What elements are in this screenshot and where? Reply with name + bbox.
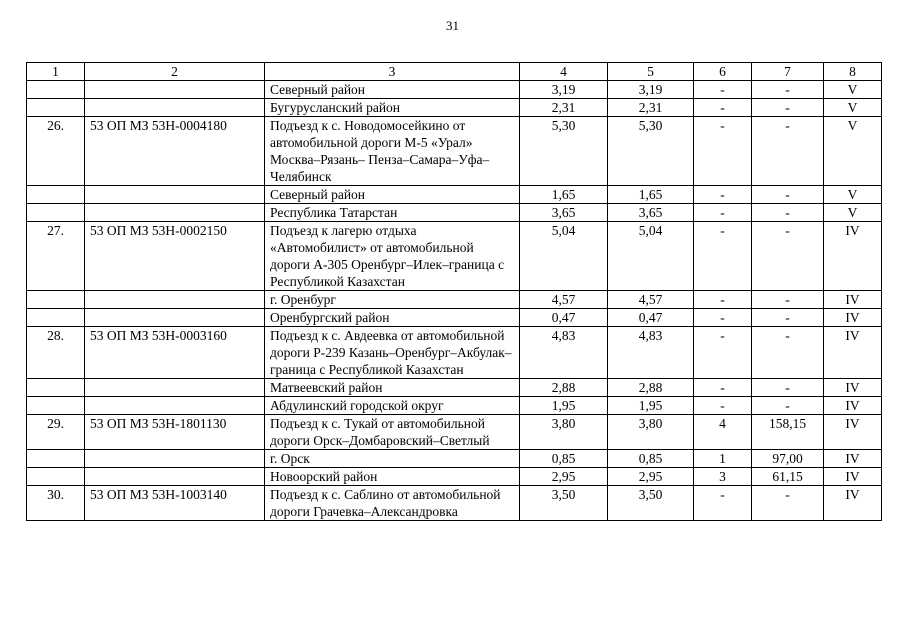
road-id	[85, 309, 265, 327]
length-value: 2,31	[608, 99, 694, 117]
row-number	[27, 468, 85, 486]
table-row	[27, 327, 882, 379]
table-row	[27, 117, 882, 186]
length-value: 3,50	[608, 486, 694, 521]
length-value: 1,95	[520, 397, 608, 415]
road-id	[85, 99, 265, 117]
bridge-length-value: -	[752, 379, 824, 397]
road-id: 53 ОП МЗ 53Н-1003140	[85, 486, 265, 521]
table-row	[27, 222, 882, 291]
table-row	[27, 397, 882, 415]
road-id	[85, 186, 265, 204]
bridge-length-value: 158,15	[752, 415, 824, 450]
road-category: IV	[824, 468, 882, 486]
row-number	[27, 450, 85, 468]
road-category: IV	[824, 379, 882, 397]
road-category: V	[824, 81, 882, 99]
road-name: г. Оренбург	[265, 291, 520, 309]
road-category: IV	[824, 222, 882, 291]
road-name: Подъезд к с. Саблино от автомобильной дороги Грачевка–Александровка	[265, 486, 520, 521]
column-header: 7	[752, 63, 824, 81]
count-value: -	[694, 81, 752, 99]
length-value: 3,80	[608, 415, 694, 450]
road-id	[85, 204, 265, 222]
road-name: Бугурусланский район	[265, 99, 520, 117]
road-name: Северный район	[265, 186, 520, 204]
row-number	[27, 81, 85, 99]
bridge-length-value: -	[752, 291, 824, 309]
count-value: -	[694, 309, 752, 327]
bridge-length-value: -	[752, 327, 824, 379]
table-row	[27, 291, 882, 309]
road-category: IV	[824, 486, 882, 521]
length-value: 0,85	[608, 450, 694, 468]
bridge-length-value: 61,15	[752, 468, 824, 486]
column-header: 4	[520, 63, 608, 81]
road-name: Северный район	[265, 81, 520, 99]
length-value: 2,95	[520, 468, 608, 486]
road-name: Абдулинский городской округ	[265, 397, 520, 415]
length-value: 0,47	[608, 309, 694, 327]
road-name: Подъезд к с. Авдеевка от автомобильной дороги Р-239 Казань–Оренбург–Акбулак–граница с Республикой Казахстан	[265, 327, 520, 379]
bridge-length-value: 97,00	[752, 450, 824, 468]
count-value: -	[694, 186, 752, 204]
row-number	[27, 99, 85, 117]
length-value: 2,88	[520, 379, 608, 397]
road-category: IV	[824, 327, 882, 379]
length-value: 5,30	[520, 117, 608, 186]
bridge-length-value: -	[752, 309, 824, 327]
length-value: 2,95	[608, 468, 694, 486]
road-category: IV	[824, 397, 882, 415]
bridge-length-value: -	[752, 397, 824, 415]
column-header: 3	[265, 63, 520, 81]
row-number	[27, 291, 85, 309]
row-number: 26.	[27, 117, 85, 186]
row-number: 27.	[27, 222, 85, 291]
length-value: 3,80	[520, 415, 608, 450]
bridge-length-value: -	[752, 117, 824, 186]
length-value: 5,04	[520, 222, 608, 291]
length-value: 0,47	[520, 309, 608, 327]
count-value: -	[694, 291, 752, 309]
length-value: 1,65	[520, 186, 608, 204]
column-header: 2	[85, 63, 265, 81]
length-value: 3,50	[520, 486, 608, 521]
count-value: 3	[694, 468, 752, 486]
road-name: Подъезд к с. Новодомосейкино от автомобильной дороги М-5 «Урал» Москва–Рязань– Пенза–Самара–Уфа–Челябинск	[265, 117, 520, 186]
count-value: -	[694, 397, 752, 415]
road-id	[85, 397, 265, 415]
column-header: 5	[608, 63, 694, 81]
length-value: 2,88	[608, 379, 694, 397]
length-value: 1,95	[608, 397, 694, 415]
road-category: V	[824, 117, 882, 186]
road-id	[85, 379, 265, 397]
road-category: V	[824, 186, 882, 204]
length-value: 4,57	[608, 291, 694, 309]
road-id: 53 ОП МЗ 53Н-0003160	[85, 327, 265, 379]
table-row	[27, 379, 882, 397]
bridge-length-value: -	[752, 186, 824, 204]
road-category: IV	[824, 291, 882, 309]
length-value: 3,19	[608, 81, 694, 99]
table-row	[27, 450, 882, 468]
road-name: г. Орск	[265, 450, 520, 468]
table-row	[27, 415, 882, 450]
bridge-length-value: -	[752, 222, 824, 291]
row-number: 28.	[27, 327, 85, 379]
road-id: 53 ОП МЗ 53Н-0002150	[85, 222, 265, 291]
table-body	[27, 63, 882, 521]
bridge-length-value: -	[752, 81, 824, 99]
count-value: -	[694, 379, 752, 397]
count-value: -	[694, 486, 752, 521]
row-number: 29.	[27, 415, 85, 450]
road-id	[85, 468, 265, 486]
bridge-length-value: -	[752, 204, 824, 222]
road-id: 53 ОП МЗ 53Н-0004180	[85, 117, 265, 186]
table-row	[27, 468, 882, 486]
row-number	[27, 186, 85, 204]
road-name: Республика Татарстан	[265, 204, 520, 222]
road-name: Подъезд к лагерю отдыха «Автомобилист» от автомобильной дороги А-305 Оренбург–Илек–граница с Республикой Казахстан	[265, 222, 520, 291]
length-value: 3,65	[608, 204, 694, 222]
road-id	[85, 450, 265, 468]
bridge-length-value: -	[752, 486, 824, 521]
row-number	[27, 379, 85, 397]
count-value: -	[694, 222, 752, 291]
road-category: V	[824, 99, 882, 117]
row-number: 30.	[27, 486, 85, 521]
road-registry-table	[26, 62, 882, 521]
bridge-length-value: -	[752, 99, 824, 117]
length-value: 4,57	[520, 291, 608, 309]
road-name: Новоорский район	[265, 468, 520, 486]
count-value: -	[694, 117, 752, 186]
length-value: 1,65	[608, 186, 694, 204]
road-category: IV	[824, 309, 882, 327]
row-number	[27, 204, 85, 222]
count-value: -	[694, 99, 752, 117]
road-id: 53 ОП МЗ 53Н-1801130	[85, 415, 265, 450]
road-id	[85, 291, 265, 309]
column-header: 8	[824, 63, 882, 81]
length-value: 0,85	[520, 450, 608, 468]
header-row	[27, 63, 882, 81]
table-row	[27, 186, 882, 204]
count-value: 4	[694, 415, 752, 450]
column-header: 6	[694, 63, 752, 81]
road-name: Матвеевский район	[265, 379, 520, 397]
road-name: Подъезд к с. Тукай от автомобильной дороги Орск–Домбаровский–Светлый	[265, 415, 520, 450]
table-row	[27, 99, 882, 117]
table-row	[27, 309, 882, 327]
length-value: 5,30	[608, 117, 694, 186]
length-value: 5,04	[608, 222, 694, 291]
road-category: V	[824, 204, 882, 222]
column-header: 1	[27, 63, 85, 81]
road-id	[85, 81, 265, 99]
road-category: IV	[824, 450, 882, 468]
page-number: 31	[446, 18, 459, 33]
length-value: 4,83	[520, 327, 608, 379]
length-value: 4,83	[608, 327, 694, 379]
length-value: 3,65	[520, 204, 608, 222]
length-value: 3,19	[520, 81, 608, 99]
row-number	[27, 309, 85, 327]
count-value: -	[694, 327, 752, 379]
length-value: 2,31	[520, 99, 608, 117]
table-row	[27, 204, 882, 222]
road-name: Оренбургский район	[265, 309, 520, 327]
row-number	[27, 397, 85, 415]
count-value: -	[694, 204, 752, 222]
count-value: 1	[694, 450, 752, 468]
table-row	[27, 81, 882, 99]
road-category: IV	[824, 415, 882, 450]
table-row	[27, 486, 882, 521]
